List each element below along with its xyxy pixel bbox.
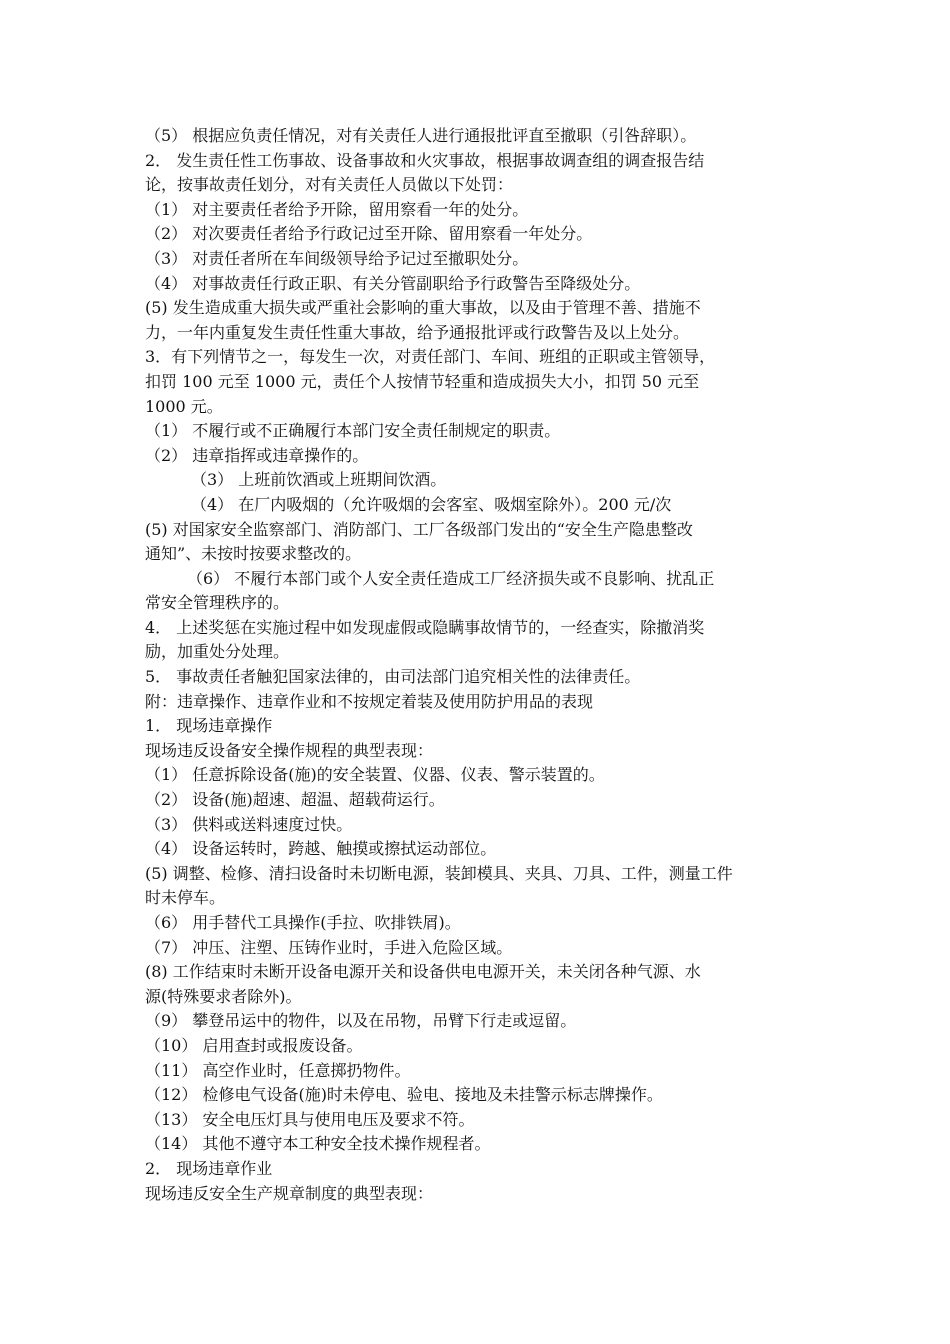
text-line: 扣罚 100 元至 1000 元，责任个人按情节轻重和造成损失大小，扣罚 50 元至: [145, 371, 700, 391]
text-line: 时未停车。: [145, 888, 226, 908]
text-line: 现场违反安全生产规章制度的典型表现：: [145, 1183, 434, 1203]
text-line: （13） 安全电压灯具与使用电压及要求不符。: [145, 1109, 475, 1129]
text-line: （4） 设备运转时，跨越、触摸或擦拭运动部位。: [145, 839, 497, 859]
document-body: [145, 124, 813, 1206]
text-line: （1） 不履行或不正确履行本部门安全责任制规定的职责。: [145, 421, 561, 441]
text-line: （6） 不履行本部门或个人安全责任造成工厂经济损失或不良影响、扰乱正: [187, 568, 715, 588]
text-line: （6） 用手替代工具操作(手拉、吹排铁屑)。: [145, 913, 461, 932]
text-line: （11） 高空作业时，任意掷扔物件。: [145, 1060, 411, 1080]
text-line: 励，加重处分处理。: [145, 642, 290, 662]
text-line: 力，一年内重复发生责任性重大事故，给予通报批评或行政警告及以上处分。: [145, 322, 690, 342]
text-line: （2） 设备(施)超速、超温、超载荷运行。: [145, 790, 445, 810]
text-line: （4） 在厂内吸烟的（允许吸烟的会客室、吸烟室除外）。200 元/次: [191, 494, 672, 514]
text-line: 3．有下列情节之一，每发生一次，对责任部门、车间、班组的正职或主管领导，: [145, 347, 716, 367]
text-line: 5． 事故责任者触犯国家法律的，由司法部门追究相关性的法律责任。: [145, 667, 641, 687]
text-line: （3） 对责任者所在车间级领导给予记过至撤职处分。: [145, 248, 529, 268]
text-line: 现场违反设备安全操作规程的典型表现：: [145, 740, 434, 760]
text-line: 论，按事故责任划分，对有关责任人员做以下处罚：: [145, 175, 514, 195]
text-line: 1000 元。: [145, 396, 223, 416]
text-line: （9） 攀登吊运中的物件，以及在吊物，吊臂下行走或逗留。: [145, 1011, 577, 1031]
text-line: （1） 任意拆除设备(施)的安全装置、仪器、仪表、警示装置的。: [145, 765, 605, 785]
text-line: （14） 其他不遵守本工种安全技术操作规程者。: [145, 1134, 491, 1154]
text-line: 通知”、未按时按要求整改的。: [145, 544, 362, 564]
section-heading: 1． 现场违章操作: [145, 716, 273, 736]
section-heading: 2． 现场违章作业: [145, 1158, 273, 1178]
text-line: （3） 供料或送料速度过快。: [145, 814, 353, 834]
text-line: (5) 调整、检修、清扫设备时未切断电源，装卸模具、夹具、刀具、工件，测量工件: [145, 863, 733, 883]
text-line: (5) 对国家安全监察部门、消防部门、工厂各级部门发出的“安全生产隐患整改: [145, 519, 693, 539]
text-line: （12） 检修电气设备(施)时未停电、验电、接地及未挂警示标志牌操作。: [145, 1085, 663, 1105]
text-line: （2） 违章指挥或违章操作的。: [145, 445, 369, 465]
text-line: （5） 根据应负责任情况，对有关责任人进行通报批评直至撤职（引咎辞职）。: [145, 126, 697, 145]
text-line: 源(特殊要求者除外)。: [145, 986, 302, 1006]
text-line: （4） 对事故责任行政正职、有关分管副职给予行政警告至降级处分。: [145, 273, 641, 293]
text-line: （10） 启用查封或报废设备。: [145, 1035, 363, 1055]
text-line: (5) 发生造成重大损失或严重社会影响的重大事故，以及由于管理不善、措施不: [145, 298, 701, 318]
text-line: （2） 对次要责任者给予行政记过至开除、留用察看一年处分。: [145, 224, 593, 244]
text-line: 常安全管理秩序的。: [145, 593, 290, 613]
text-line: （1） 对主要责任者给予开除，留用察看一年的处分。: [145, 199, 529, 219]
text-line: 4． 上述奖惩在实施过程中如发现虚假或隐瞒事故情节的，一经查实，除撤消奖: [145, 617, 705, 637]
text-line: （7） 冲压、注塑、压铸作业时，手进入危险区域。: [145, 937, 513, 957]
text-line: (8) 工作结束时未断开设备电源开关和设备供电电源开关，未关闭各种气源、水: [145, 962, 701, 982]
text-line: 2． 发生责任性工伤事故、设备事故和火灾事故，根据事故调查组的调查报告结: [145, 150, 705, 170]
text-line: 附：违章操作、违章作业和不按规定着装及使用防护用品的表现: [145, 691, 594, 711]
text-line: （3） 上班前饮酒或上班期间饮酒。: [191, 470, 447, 490]
